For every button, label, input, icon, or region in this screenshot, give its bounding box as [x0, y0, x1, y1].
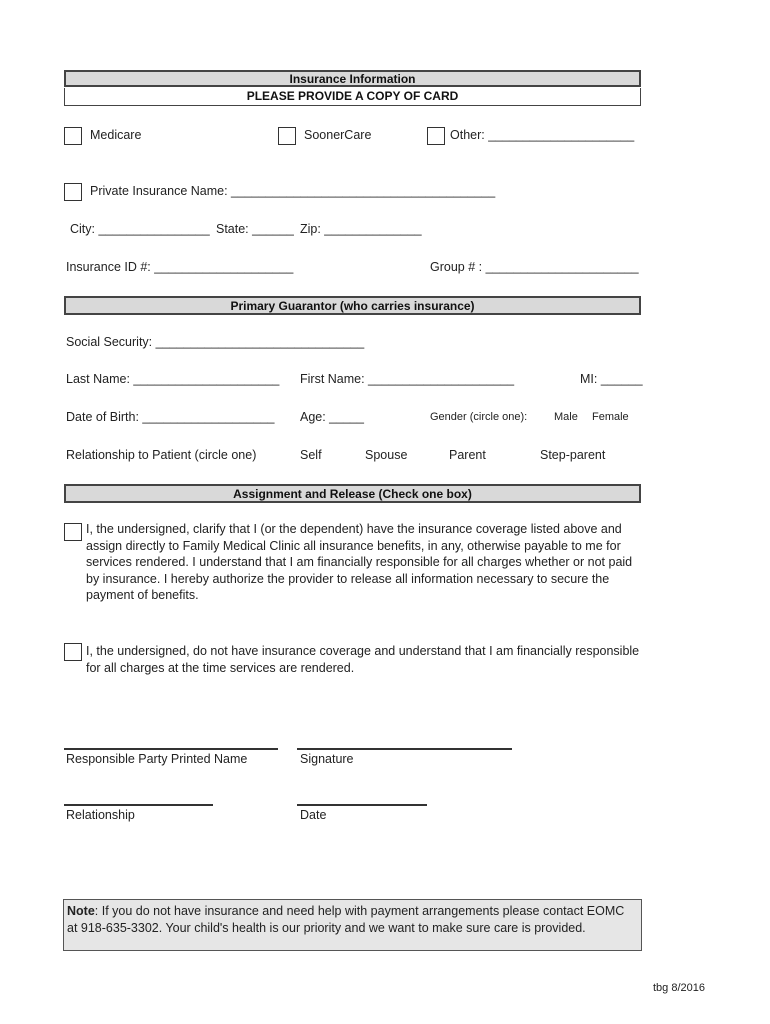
date-label: Date [300, 808, 327, 822]
relationship-option-parent[interactable]: Parent [449, 448, 486, 462]
soonercare-checkbox[interactable] [278, 127, 296, 145]
relationship-to-patient-label: Relationship to Patient (circle one) [66, 448, 257, 462]
assignment-option-uninsured-text: I, the undersigned, do not have insurance coverage and understand that I am financially responsible for all charges at the time services are rendered. [86, 644, 640, 675]
insurance-section-subheader: PLEASE PROVIDE A COPY OF CARD [64, 88, 641, 106]
assignment-section-header: Assignment and Release (Check one box) [64, 484, 641, 503]
middle-initial-field[interactable]: MI: ______ [580, 372, 643, 386]
signature-line[interactable] [297, 748, 512, 750]
guarantor-section-header: Primary Guarantor (who carries insurance) [64, 296, 641, 315]
relationship-option-self[interactable]: Self [300, 448, 322, 462]
note-text: : If you do not have insurance and need help with payment arrangements please contact EOMC at 918-635-3302. Your child's health is our priority and we want to make sure care is provided. [67, 904, 625, 935]
insurance-section-header: Insurance Information [64, 70, 641, 87]
assignment-option-uninsured-checkbox[interactable] [64, 643, 82, 661]
medicare-checkbox[interactable] [64, 127, 82, 145]
relationship-label: Relationship [66, 808, 135, 822]
relationship-option-spouse[interactable]: Spouse [365, 448, 408, 462]
footer-revision: tbg 8/2016 [653, 982, 705, 994]
date-of-birth-field[interactable]: Date of Birth: ___________________ [66, 410, 275, 424]
city-field[interactable]: City: ________________ [70, 222, 210, 236]
age-field[interactable]: Age: _____ [300, 410, 364, 424]
note-label: Note [67, 904, 95, 918]
printed-name-label: Responsible Party Printed Name [66, 752, 248, 766]
date-line[interactable] [297, 804, 427, 806]
last-name-field[interactable]: Last Name: _____________________ [66, 372, 280, 386]
soonercare-label: SoonerCare [304, 128, 372, 142]
relationship-line[interactable] [64, 804, 213, 806]
assignment-option-insured-checkbox[interactable] [64, 523, 82, 541]
gender-option-male[interactable]: Male [554, 411, 578, 423]
social-security-field[interactable]: Social Security: ______________________________ [66, 335, 365, 349]
assignment-option-insured-text: I, the undersigned, clarify that I (or the dependent) have the insurance coverage listed above and assign directly to Family Medical Clinic all insurance benefits, in any, otherwise payable to me for services rendered. I understand that I am financially responsible for all charges whether or not paid by insurance. I hereby authorize the provider to release all information necessary to secure the payment of benefits. [86, 522, 633, 602]
insurance-id-field[interactable]: Insurance ID #: ____________________ [66, 260, 294, 274]
medicare-label: Medicare [90, 128, 142, 142]
first-name-field[interactable]: First Name: _____________________ [300, 372, 515, 386]
note-box [63, 899, 642, 951]
state-field[interactable]: State: ______ [216, 222, 294, 236]
zip-field[interactable]: Zip: ______________ [300, 222, 422, 236]
signature-label: Signature [300, 752, 354, 766]
gender-label: Gender (circle one): [430, 411, 528, 423]
other-field[interactable]: Other: _____________________ [450, 128, 635, 142]
private-insurance-checkbox[interactable] [64, 183, 82, 201]
group-number-field[interactable]: Group # : ______________________ [430, 260, 639, 274]
private-insurance-name-field[interactable]: Private Insurance Name: ______________________________________ [90, 184, 496, 198]
gender-option-female[interactable]: Female [592, 411, 629, 423]
other-checkbox[interactable] [427, 127, 445, 145]
relationship-option-step-parent[interactable]: Step-parent [540, 448, 606, 462]
printed-name-line[interactable] [64, 748, 278, 750]
